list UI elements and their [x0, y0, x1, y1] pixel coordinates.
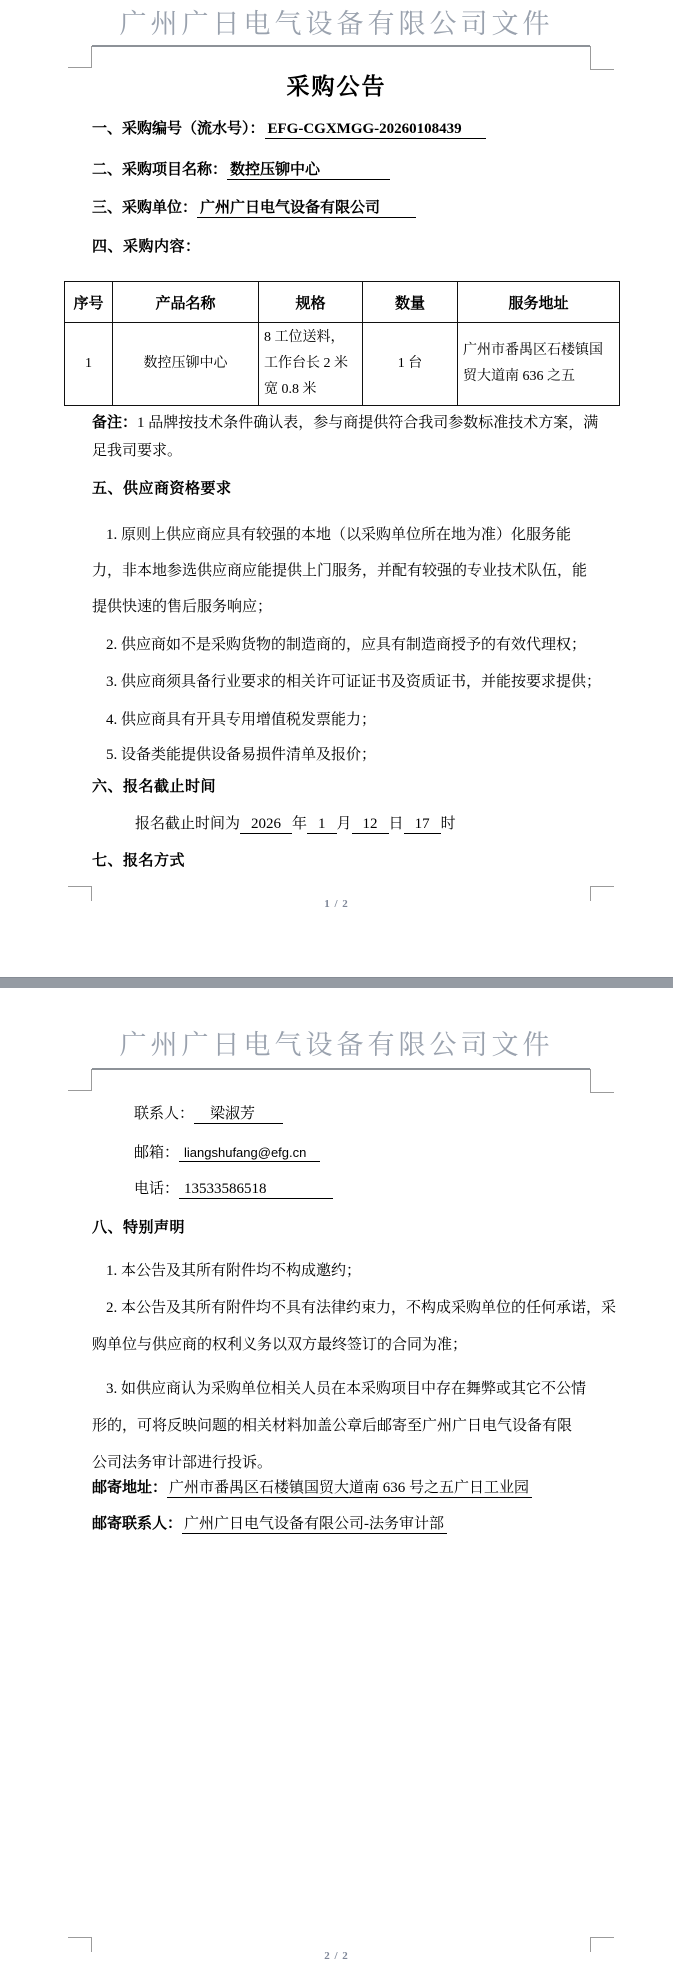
procurement-number-row	[92, 119, 486, 139]
mailing-address-row	[92, 1478, 532, 1498]
margin-mark-top-left	[68, 1069, 92, 1091]
note-paragraph	[92, 409, 608, 465]
header-rule	[92, 1068, 590, 1070]
document-page-1	[0, 0, 673, 977]
mailing-contact-row	[92, 1514, 447, 1534]
contact-email-row	[134, 1143, 320, 1163]
deadline-month-unit: 月	[336, 816, 352, 832]
deadline-prefix: 报名截止时间为	[135, 816, 241, 832]
cell-address: 广州市番禺区石楼镇国贸大道南 636 之五	[458, 323, 620, 406]
requirement-item-5: 5. 设备类能提供设备易损件清单及报价；	[106, 747, 377, 763]
note-label: 备注：	[92, 414, 138, 431]
statement-item-1: 1. 本公告及其所有附件均不构成邀约；	[106, 1263, 362, 1279]
mailing-address-value: 广州市番禺区石楼镇国贸大道南 636 号之五广日工业园	[167, 1480, 532, 1498]
table-header-spec: 规格	[259, 282, 363, 323]
contact-phone-value: 13533586518	[179, 1181, 333, 1199]
deadline-year: 2026	[240, 816, 292, 834]
margin-mark-top-right	[590, 1069, 614, 1093]
deadline-month: 1	[307, 816, 337, 834]
project-name-label: 二、采购项目名称：	[92, 161, 228, 178]
requirement-item-3: 3. 供应商须具备行业要求的相关许可证证书及资质证书，并能按要求提供；	[106, 674, 602, 690]
cell-index: 1	[65, 323, 113, 406]
deadline-day-unit: 日	[388, 816, 404, 832]
table-header-address: 服务地址	[458, 282, 620, 323]
letterhead-title: 广州广日电气设备有限公司文件	[119, 1030, 554, 1060]
table-header-qty: 数量	[363, 282, 458, 323]
statement-item-3: 3. 如供应商认为采购单位相关人员在本采购项目中存在舞弊或其它不公情形的，可将反映问题的相关材料加盖公章后邮寄至广州广日电气设备有限公司法务审计部进行投诉。	[92, 1381, 587, 1471]
purchasing-unit-row	[92, 198, 416, 218]
cell-spec: 8 工位送料，工作台长 2 米宽 0.8 米	[259, 323, 363, 406]
letterhead-title: 广州广日电气设备有限公司文件	[119, 9, 554, 39]
deadline-hour-unit: 时	[440, 816, 456, 832]
project-name-value: 数控压铆中心	[227, 162, 390, 180]
purchasing-unit-value: 广州广日电气设备有限公司	[197, 200, 416, 218]
statement-item-2: 2. 本公告及其所有附件均不具有法律约束力，不构成采购单位的任何承诺，采购单位与供应商的权利义务以双方最终签订的合同为准；	[92, 1300, 617, 1353]
cell-qty: 1 台	[363, 323, 458, 406]
page-number-2: 2 / 2	[324, 1950, 349, 1962]
procurement-number-value: EFG-CGXMGG-20260108439	[265, 121, 486, 139]
mailing-address-label: 邮寄地址：	[92, 1479, 168, 1496]
margin-mark-top-left	[68, 46, 92, 68]
purchasing-unit-label: 三、采购单位：	[92, 199, 198, 216]
procurement-number-label: 一、采购编号（流水号）：	[92, 120, 265, 137]
table-header-product: 产品名称	[113, 282, 259, 323]
requirement-item-1: 1. 原则上供应商应具有较强的本地（以采购单位所在地为准）化服务能力，非本地参选供应商应能提供上门服务，并配有较强的专业技术队伍，能提供快速的售后服务响应；	[92, 527, 588, 615]
contact-email-value: liangshufang@efg.cn	[179, 1145, 320, 1162]
contact-phone-row	[134, 1179, 333, 1199]
header-rule	[92, 45, 590, 47]
contact-person-row	[134, 1104, 283, 1124]
mailing-contact-label: 邮寄联系人：	[92, 1515, 183, 1532]
section-heading-statement: 八、特别声明	[92, 1219, 186, 1236]
section-heading-deadline: 六、报名截止时间	[92, 778, 217, 795]
deadline-line	[135, 814, 456, 834]
cell-product: 数控压铆中心	[113, 323, 259, 406]
document-page-2	[0, 988, 673, 1969]
contact-email-label: 邮箱：	[134, 1145, 180, 1161]
deadline-day: 12	[352, 816, 389, 834]
project-name-row	[92, 160, 390, 180]
section-heading-supplier: 五、供应商资格要求	[92, 480, 232, 497]
procurement-table	[64, 281, 620, 406]
section-heading-signup: 七、报名方式	[92, 852, 186, 869]
note-text: 1 品牌按技术条件确认表，参与商提供符合我司参数标准技术方案，满足我司要求。	[92, 415, 599, 459]
table-header-index: 序号	[65, 282, 113, 323]
section-heading-content: 四、采购内容：	[92, 238, 201, 255]
deadline-year-unit: 年	[292, 816, 308, 832]
page-title: 采购公告	[286, 73, 387, 99]
table-row	[65, 323, 620, 406]
mailing-contact-value: 广州广日电气设备有限公司-法务审计部	[182, 1516, 447, 1534]
contact-person-label: 联系人：	[134, 1106, 195, 1122]
deadline-hour: 17	[404, 816, 441, 834]
contact-phone-label: 电话：	[134, 1181, 180, 1197]
margin-mark-top-right	[590, 46, 614, 70]
page-separator	[0, 977, 673, 988]
requirement-item-4: 4. 供应商具有开具专用增值税发票能力；	[106, 712, 377, 728]
table-header-row	[65, 282, 620, 323]
page-number-1: 1 / 2	[324, 898, 349, 910]
contact-person-value: 梁淑芳	[194, 1106, 283, 1124]
requirement-item-2: 2. 供应商如不是采购货物的制造商的，应具有制造商授予的有效代理权；	[106, 637, 587, 653]
